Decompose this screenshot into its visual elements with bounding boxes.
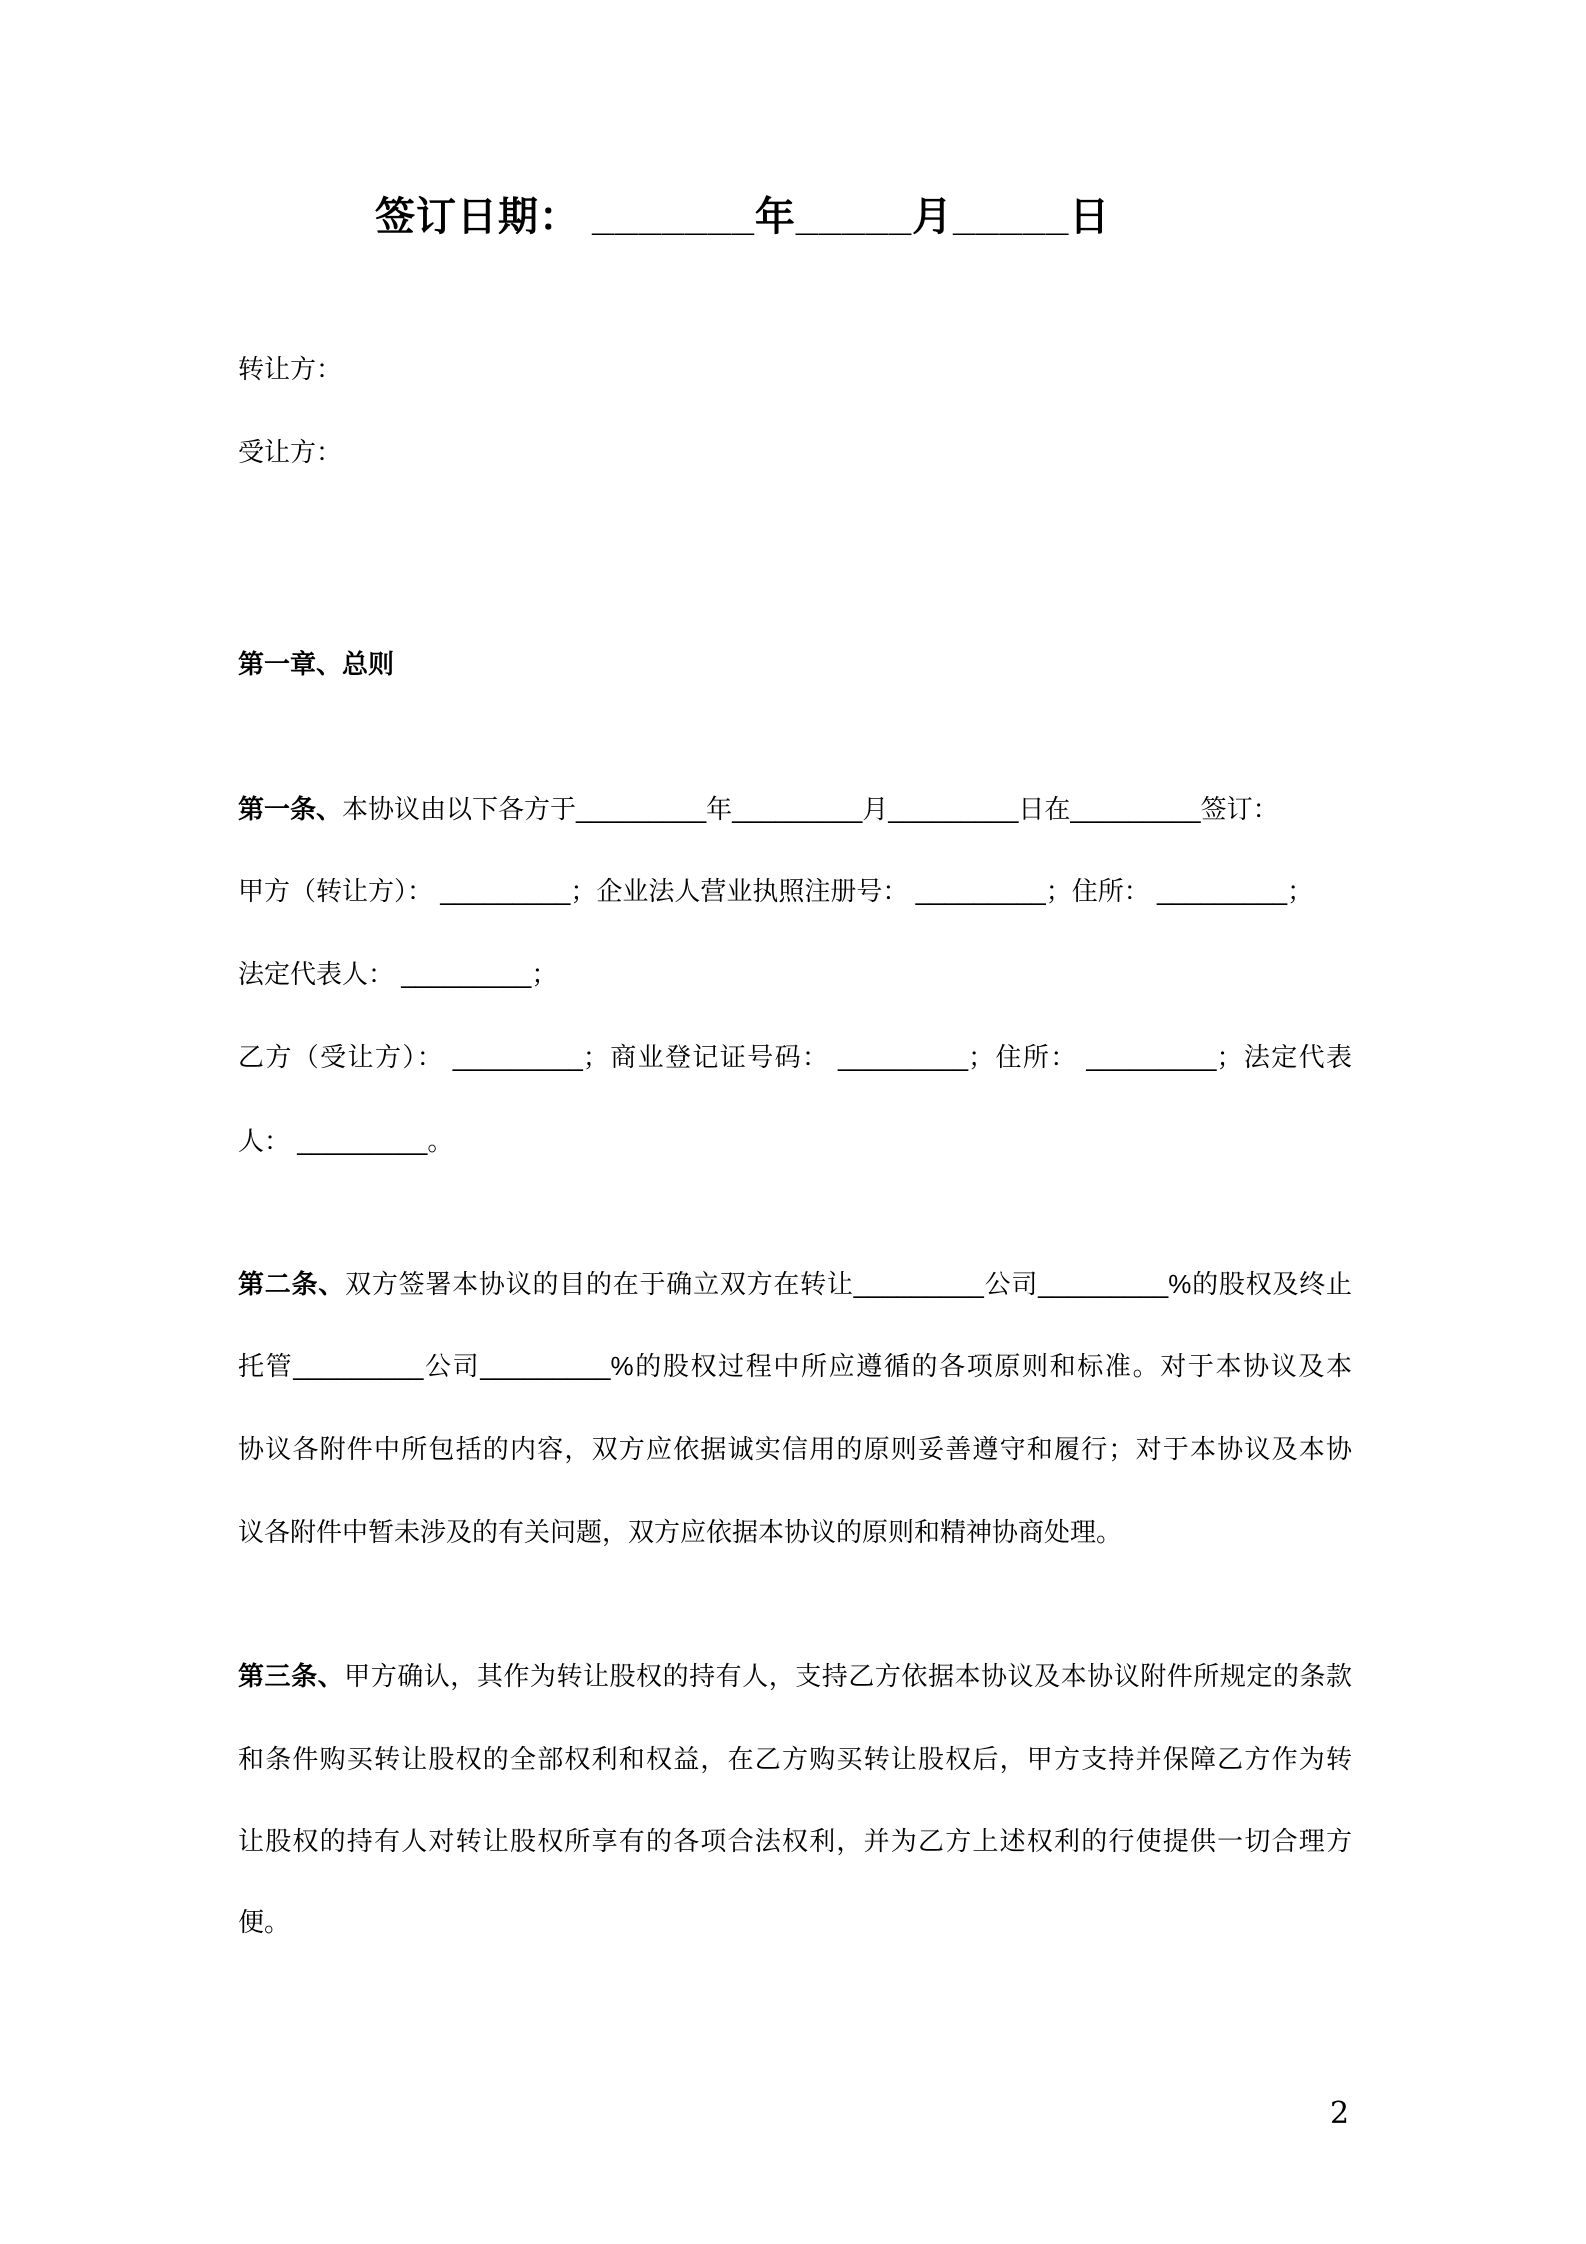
article-3-line-4: 便。 xyxy=(238,1907,291,1937)
article-2-line-3: 协议各附件中所包括的内容，双方应依据诚实信用的原则妥善遵守和履行；对于本协议及本协 xyxy=(238,1434,1352,1464)
chapter-1-heading: 第一章、总则 xyxy=(238,649,395,679)
article-3-line-3: 让股权的持有人对转让股权所享有的各项合法权利，并为乙方上述权利的行使提供一切合理方 xyxy=(238,1826,1352,1856)
article-3-lead: 第三条、 xyxy=(238,1661,345,1691)
article-2-line-2: 托管_________公司_________%的股权过程中所应遵循的各项原则和标准。对于本协议及本 xyxy=(238,1351,1352,1381)
signing-date-title: 签订日期： _______年_____月_____日 xyxy=(375,195,1111,239)
article-2-line-4: 议各附件中暂未涉及的有关问题，双方应依据本协议的原则和精神协商处理。 xyxy=(238,1517,1123,1547)
page-number: 2 xyxy=(1330,2096,1350,2131)
article-1-lead: 第一条、 xyxy=(238,794,343,824)
article-1-line-4: 乙方（受让方）： _________；商业登记证号码： _________；住所： _________；法定代表 xyxy=(238,1042,1352,1072)
transferee-label: 受让方： xyxy=(238,437,343,467)
article-3-line-1-text: 甲方确认，其作为转让股权的持有人，支持乙方依据本协议及本协议附件所规定的条款 xyxy=(344,1661,1352,1691)
article-1-line-1 xyxy=(238,789,1279,829)
article-1-line-5: 人： _________。 xyxy=(238,1126,454,1156)
article-1-line-2: 甲方（转让方）： _________；企业法人营业执照注册号： _________；住所： _________； xyxy=(238,876,1314,906)
article-1-line-3: 法定代表人： _________； xyxy=(238,959,558,989)
article-3-line-2: 和条件购买转让股权的全部权利和权益，在乙方购买转让股权后，甲方支持并保障乙方作为转 xyxy=(238,1744,1352,1774)
article-3-line-1 xyxy=(238,1656,1352,1696)
transferor-label: 转让方： xyxy=(238,354,343,384)
article-1-line-1-text: 本协议由以下各方于_________年_________月_________日在_________签订： xyxy=(342,794,1279,824)
article-2-line-1 xyxy=(238,1264,1352,1304)
article-2-lead: 第二条、 xyxy=(238,1269,346,1299)
article-2-line-1-text: 双方签署本协议的目的在于确立双方在转让_________公司_________%的股权及终止 xyxy=(345,1269,1352,1299)
